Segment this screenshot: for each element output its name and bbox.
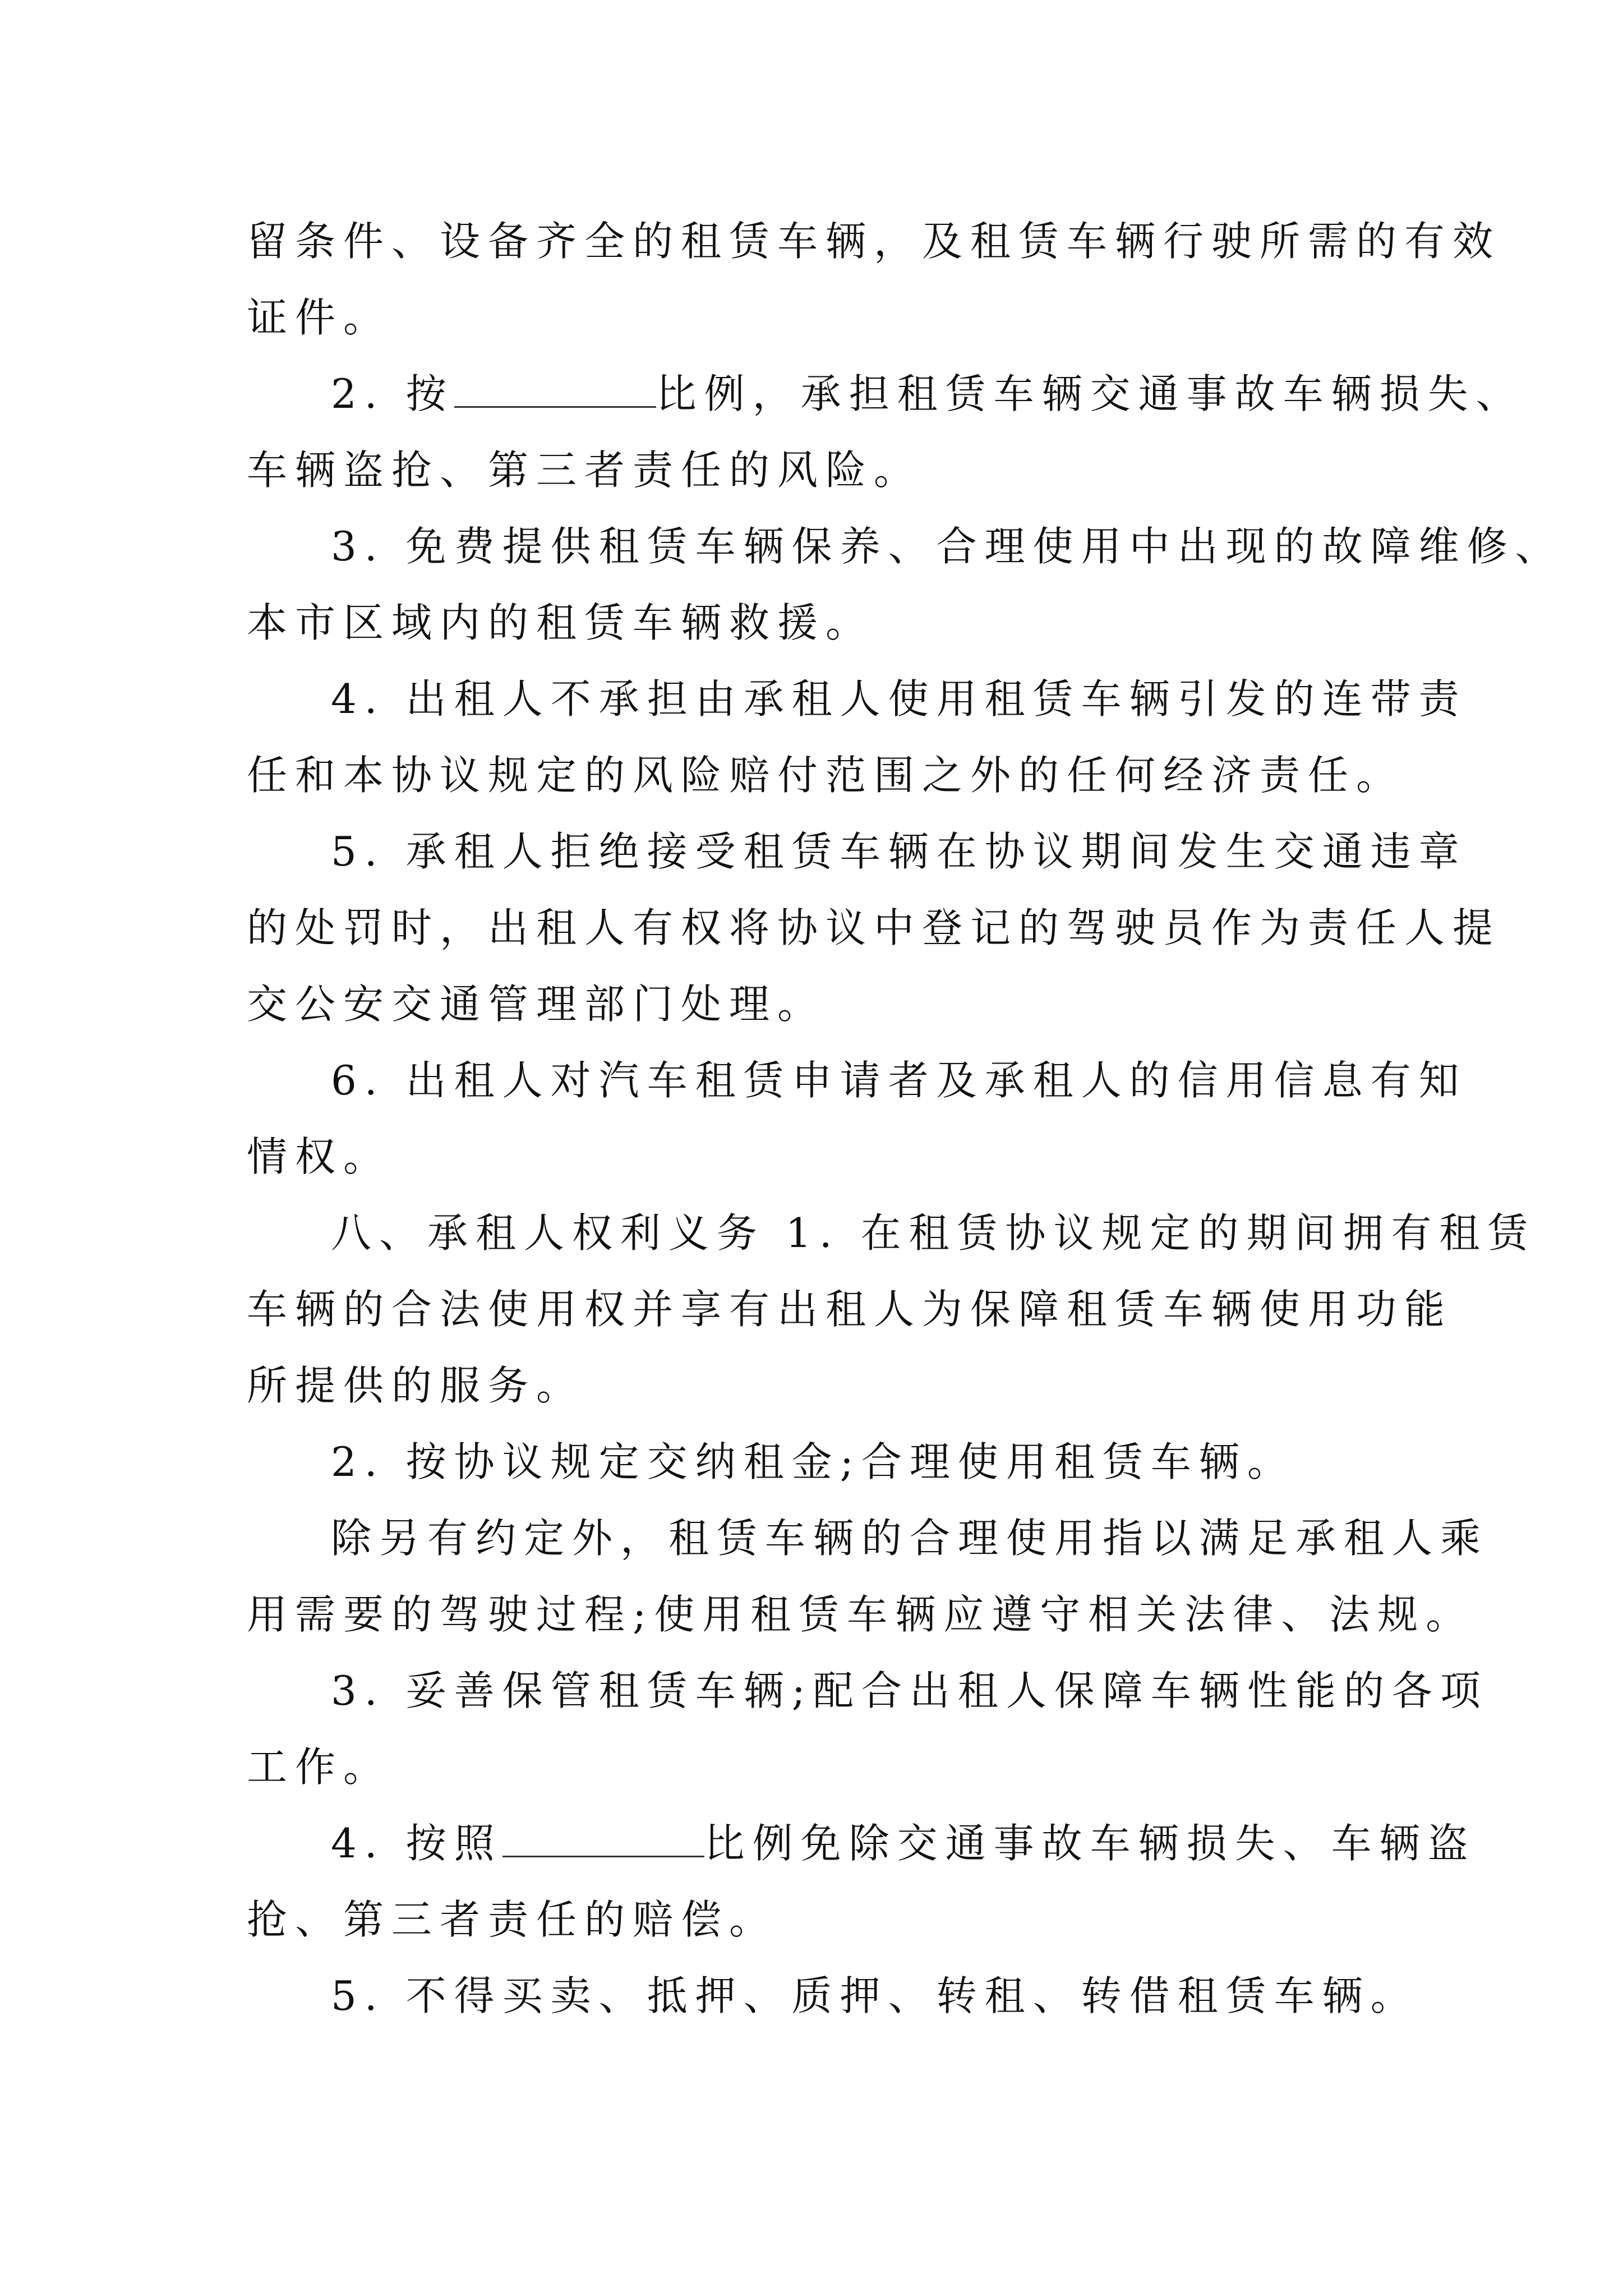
- text-line: 车辆盗抢、第三者责任的风险。: [247, 447, 923, 494]
- text-line: 用需要的驾驶过程;使用租赁车辆应遵守相关法律、法规。: [247, 1591, 1474, 1638]
- text-line: 2. 按协议规定交纳租金;合理使用租赁车辆。: [331, 1438, 1295, 1485]
- text-line: 3. 妥善保管租赁车辆;配合出租人保障车辆性能的各项: [331, 1667, 1488, 1714]
- text-line: 交公安交通管理部门处理。: [247, 981, 826, 1028]
- text-line: 4. 出租人不承担由承租人使用租赁车辆引发的连带责: [331, 675, 1467, 723]
- text-fragment: 4. 按照: [331, 1820, 502, 1867]
- fill-in-blank: [454, 367, 656, 408]
- text-line: 留条件、设备齐全的租赁车辆，及租赁车辆行驶所需的有效: [247, 218, 1501, 265]
- text-fragment: 2. 按: [331, 370, 454, 417]
- text-fragment: 比例，承担租赁车辆交通事故车辆损失、: [656, 370, 1524, 417]
- text-line: 除另有约定外，租赁车辆的合理使用指以满足承租人乘: [331, 1515, 1489, 1562]
- text-line: 证件。: [247, 294, 392, 341]
- text-line: 情权。: [247, 1133, 392, 1180]
- text-line: 本市区域内的租赁车辆救援。: [247, 599, 874, 646]
- text-line: 八、承租人权利义务 1. 在租赁协议规定的期间拥有租赁: [331, 1209, 1536, 1257]
- text-line: 的处罚时，出租人有权将协议中登记的驾驶员作为责任人提: [247, 904, 1501, 951]
- text-line: 3. 免费提供租赁车辆保养、合理使用中出现的故障维修、: [331, 523, 1564, 570]
- text-line: 抢、第三者责任的赔偿。: [247, 1896, 778, 1943]
- text-line: 5. 承租人拒绝接受租赁车辆在协议期间发生交通违章: [331, 828, 1467, 875]
- text-line: 车辆的合法使用权并享有出租人为保障租赁车辆使用功能: [247, 1286, 1453, 1333]
- text-line: [331, 367, 1524, 421]
- text-line: 所提供的服务。: [247, 1362, 585, 1409]
- fill-in-blank: [502, 1816, 704, 1857]
- text-line: 任和本协议规定的风险赔付范围之外的任何经济责任。: [247, 752, 1405, 799]
- text-line: [331, 1816, 1476, 1870]
- text-line: 6. 出租人对汽车租赁申请者及承租人的信用信息有知: [331, 1057, 1467, 1104]
- text-fragment: 比例免除交通事故车辆损失、车辆盗: [704, 1820, 1476, 1867]
- text-line: 5. 不得买卖、抵押、质押、转租、转借租赁车辆。: [331, 1972, 1419, 2019]
- text-line: 工作。: [247, 1743, 392, 1791]
